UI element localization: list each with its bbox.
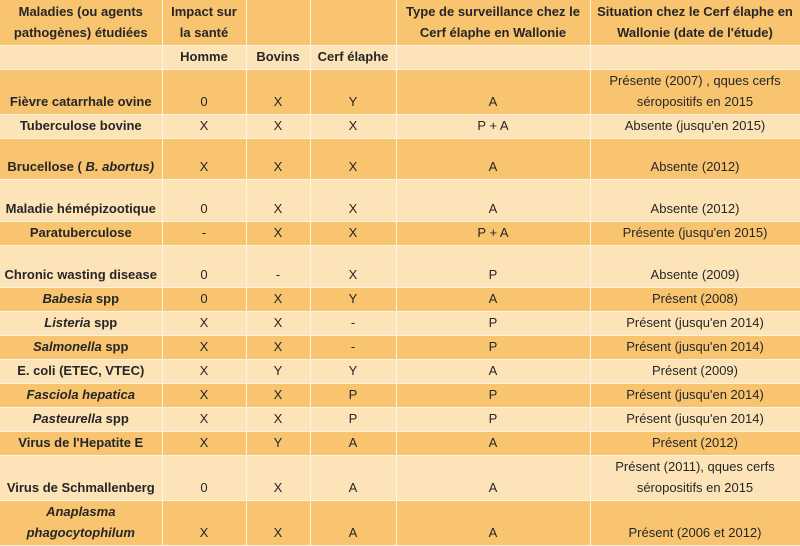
homme-cell: X: [162, 336, 246, 360]
homme-cell: X: [162, 115, 246, 139]
table-row: [0, 432, 800, 456]
disease-cell: Virus de l'Hepatite E: [0, 432, 162, 456]
table-row: [0, 246, 800, 288]
surveillance-cell: P + A: [396, 115, 590, 139]
disease-cell: Salmonella spp: [0, 336, 162, 360]
disease-cell: Listeria spp: [0, 312, 162, 336]
header-situation: Situation chez le Cerf élaphe en Wallonie (date de l'étude): [590, 0, 800, 46]
table-row: [0, 501, 800, 546]
bovins-cell: -: [246, 246, 310, 288]
header-disease: Maladies (ou agents pathogènes) étudiées: [0, 0, 162, 46]
homme-cell: X: [162, 384, 246, 408]
disease-cell: E. coli (ETEC, VTEC): [0, 360, 162, 384]
disease-cell: Anaplasma phagocytophilum: [0, 501, 162, 546]
table-row: [0, 384, 800, 408]
bovins-cell: X: [246, 180, 310, 222]
subheader-empty: [0, 46, 162, 70]
table-row: [0, 139, 800, 180]
cerf-cell: X: [310, 139, 396, 180]
homme-cell: X: [162, 408, 246, 432]
homme-cell: 0: [162, 246, 246, 288]
situation-cell: Présent (2006 et 2012): [590, 501, 800, 546]
table-row: [0, 360, 800, 384]
bovins-cell: X: [246, 501, 310, 546]
surveillance-cell: P: [396, 408, 590, 432]
disease-cell: Tuberculose bovine: [0, 115, 162, 139]
situation-cell: Présente (jusqu'en 2015): [590, 222, 800, 246]
surveillance-cell: P + A: [396, 222, 590, 246]
disease-cell: Brucellose ( B. abortus): [0, 139, 162, 180]
subheader-cerf: Cerf élaphe: [310, 46, 396, 70]
situation-cell: Absente (2012): [590, 139, 800, 180]
surveillance-cell: A: [396, 139, 590, 180]
table-row: [0, 70, 800, 115]
disease-cell: Maladie hémépizootique: [0, 180, 162, 222]
cerf-cell: A: [310, 432, 396, 456]
cerf-cell: A: [310, 501, 396, 546]
surveillance-cell: A: [396, 360, 590, 384]
homme-cell: X: [162, 139, 246, 180]
bovins-cell: X: [246, 288, 310, 312]
homme-cell: X: [162, 312, 246, 336]
disease-cell: Fièvre catarrhale ovine: [0, 70, 162, 115]
header-row: [0, 0, 800, 46]
situation-cell: Présente (2007) , qques cerfs séropositifs en 2015: [590, 70, 800, 115]
situation-cell: Présent (2008): [590, 288, 800, 312]
bovins-cell: X: [246, 312, 310, 336]
header-empty: [246, 0, 310, 46]
cerf-cell: P: [310, 408, 396, 432]
subheader-empty: [396, 46, 590, 70]
header-surveillance: Type de surveillance chez le Cerf élaphe en Wallonie: [396, 0, 590, 46]
homme-cell: 0: [162, 70, 246, 115]
bovins-cell: Y: [246, 432, 310, 456]
header-impact: Impact sur la santé: [162, 0, 246, 46]
cerf-cell: X: [310, 222, 396, 246]
surveillance-cell: A: [396, 180, 590, 222]
surveillance-cell: A: [396, 70, 590, 115]
homme-cell: X: [162, 501, 246, 546]
situation-cell: Absente (2012): [590, 180, 800, 222]
table-row: [0, 115, 800, 139]
surveillance-cell: A: [396, 501, 590, 546]
disease-cell: Pasteurella spp: [0, 408, 162, 432]
homme-cell: 0: [162, 180, 246, 222]
cerf-cell: A: [310, 456, 396, 501]
disease-cell: Chronic wasting disease: [0, 246, 162, 288]
homme-cell: X: [162, 432, 246, 456]
cerf-cell: X: [310, 180, 396, 222]
situation-cell: Présent (jusqu'en 2014): [590, 336, 800, 360]
subheader-bovins: Bovins: [246, 46, 310, 70]
table-row: [0, 408, 800, 432]
bovins-cell: X: [246, 336, 310, 360]
situation-cell: Absente (2009): [590, 246, 800, 288]
cerf-cell: Y: [310, 360, 396, 384]
situation-cell: Présent (jusqu'en 2014): [590, 312, 800, 336]
bovins-cell: X: [246, 456, 310, 501]
cerf-cell: X: [310, 115, 396, 139]
situation-cell: Présent (2009): [590, 360, 800, 384]
bovins-cell: X: [246, 70, 310, 115]
table-row: [0, 312, 800, 336]
cerf-cell: Y: [310, 288, 396, 312]
surveillance-cell: A: [396, 288, 590, 312]
cerf-cell: P: [310, 384, 396, 408]
table-row: [0, 456, 800, 501]
surveillance-cell: P: [396, 384, 590, 408]
homme-cell: X: [162, 360, 246, 384]
homme-cell: 0: [162, 456, 246, 501]
surveillance-cell: P: [396, 312, 590, 336]
subheader-empty: [590, 46, 800, 70]
situation-cell: Présent (jusqu'en 2014): [590, 408, 800, 432]
situation-cell: Absente (jusqu'en 2015): [590, 115, 800, 139]
surveillance-cell: A: [396, 432, 590, 456]
homme-cell: -: [162, 222, 246, 246]
disease-cell: Fasciola hepatica: [0, 384, 162, 408]
situation-cell: Présent (2012): [590, 432, 800, 456]
situation-cell: Présent (2011), qques cerfs séropositifs en 2015: [590, 456, 800, 501]
bovins-cell: Y: [246, 360, 310, 384]
bovins-cell: X: [246, 115, 310, 139]
disease-cell: Babesia spp: [0, 288, 162, 312]
surveillance-cell: A: [396, 456, 590, 501]
cerf-cell: -: [310, 312, 396, 336]
disease-cell: Virus de Schmallenberg: [0, 456, 162, 501]
table-row: [0, 180, 800, 222]
subheader-homme: Homme: [162, 46, 246, 70]
table-row: [0, 336, 800, 360]
bovins-cell: X: [246, 384, 310, 408]
header-empty: [310, 0, 396, 46]
disease-cell: Paratuberculose: [0, 222, 162, 246]
bovins-cell: X: [246, 222, 310, 246]
cerf-cell: Y: [310, 70, 396, 115]
bovins-cell: X: [246, 139, 310, 180]
table-row: [0, 222, 800, 246]
surveillance-cell: P: [396, 246, 590, 288]
cerf-cell: X: [310, 246, 396, 288]
situation-cell: Présent (jusqu'en 2014): [590, 384, 800, 408]
cerf-cell: -: [310, 336, 396, 360]
bovins-cell: X: [246, 408, 310, 432]
surveillance-cell: P: [396, 336, 590, 360]
subheader-row: [0, 46, 800, 70]
table-row: [0, 288, 800, 312]
homme-cell: 0: [162, 288, 246, 312]
